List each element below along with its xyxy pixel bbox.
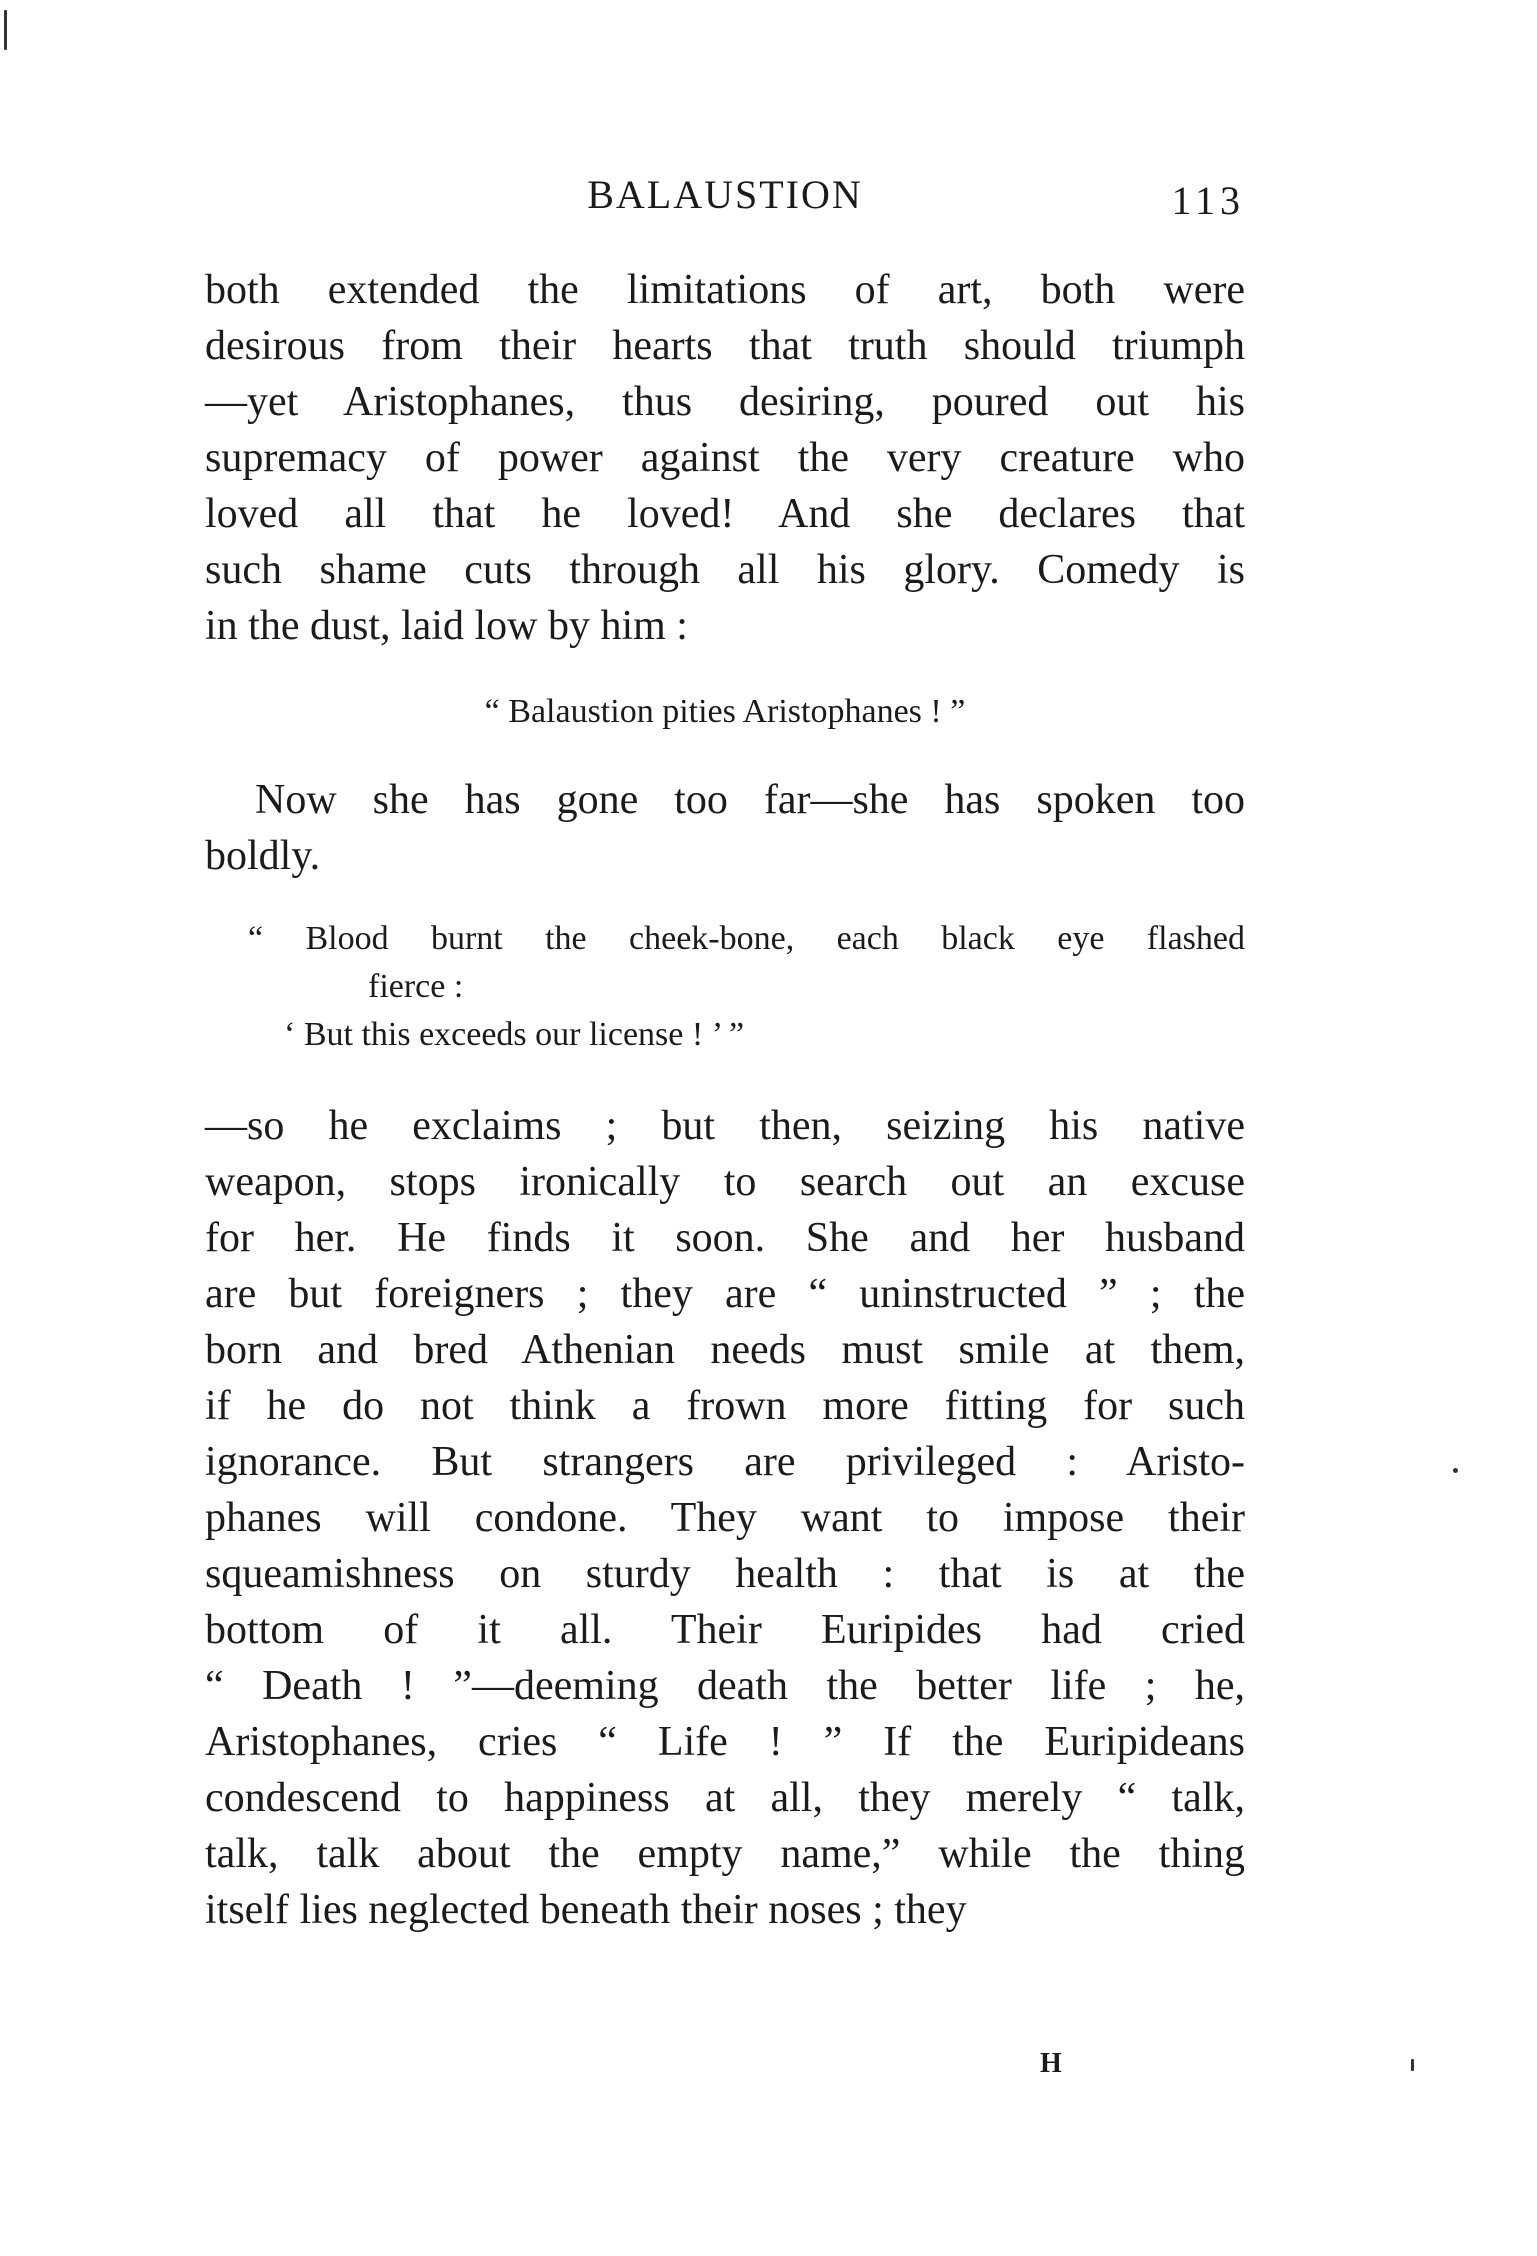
text-line: supremacy of power against the very creature who: [205, 435, 1245, 481]
text-line: weapon, stops ironically to search out an excuse: [205, 1159, 1245, 1205]
quotation: “ Balaustion pities Aristophanes ! ”: [484, 693, 966, 730]
text-line: —so he exclaims ; but then, seizing his native: [205, 1103, 1245, 1149]
verse-line: “ Blood burnt the cheek-bone, each black eye flashed: [248, 920, 1245, 957]
text-line: are but foreigners ; they are “ uninstructed ” ; the: [205, 1271, 1245, 1317]
text-line: Now she has gone too far—she has spoken too: [255, 777, 1245, 823]
text-line: Aristophanes, cries “ Life ! ” If the Euripideans: [205, 1719, 1245, 1765]
scan-speck: [4, 10, 7, 50]
text-line: squeamishness on sturdy health : that is at the: [205, 1551, 1245, 1597]
paragraph-2: [205, 772, 1245, 884]
text-line: such shame cuts through all his glory. Comedy is: [205, 547, 1245, 593]
text-line: for her. He finds it soon. She and her husband: [205, 1215, 1245, 1261]
scan-speck: [1411, 2059, 1414, 2071]
verse-quotation: [248, 915, 1245, 1059]
text-line: born and bred Athenian needs must smile at them,: [205, 1327, 1245, 1373]
text-line: ignorance. But strangers are privileged : Aristo-: [205, 1439, 1245, 1485]
text-line: “ Death ! ”—deeming death the better life ; he,: [205, 1663, 1245, 1709]
text-line: itself lies neglected beneath their noses ; they: [205, 1887, 967, 1933]
text-line: —yet Aristophanes, thus desiring, poured out his: [205, 379, 1245, 425]
verse-line: fierce :: [368, 968, 464, 1005]
page-number: 113: [1171, 178, 1245, 223]
text-line: if he do not think a frown more fitting for such: [205, 1383, 1245, 1429]
text-line: talk, talk about the empty name,” while the thing: [205, 1831, 1245, 1877]
text-line: both extended the limitations of art, both were: [205, 267, 1245, 313]
text-line: bottom of it all. Their Euripides had cried: [205, 1607, 1245, 1653]
paragraph-1: [205, 262, 1245, 654]
text-line: in the dust, laid low by him :: [205, 603, 688, 649]
text-line: phanes will condone. They want to impose their: [205, 1495, 1245, 1541]
paragraph-3: [205, 1098, 1245, 1938]
text-line: desirous from their hearts that truth should triumph: [205, 323, 1245, 369]
verse-line: ‘ But this exceeds our license ! ’ ”: [284, 1016, 745, 1053]
text-line: condescend to happiness at all, they merely “ talk,: [205, 1775, 1245, 1821]
running-title: BALAUSTION: [587, 172, 863, 217]
text-line: boldly.: [205, 833, 321, 879]
signature-mark: H: [1040, 2048, 1063, 2079]
text-line: loved all that he loved! And she declares that: [205, 491, 1245, 537]
page-header: [205, 165, 1245, 225]
scan-speck: [1453, 1468, 1458, 1473]
